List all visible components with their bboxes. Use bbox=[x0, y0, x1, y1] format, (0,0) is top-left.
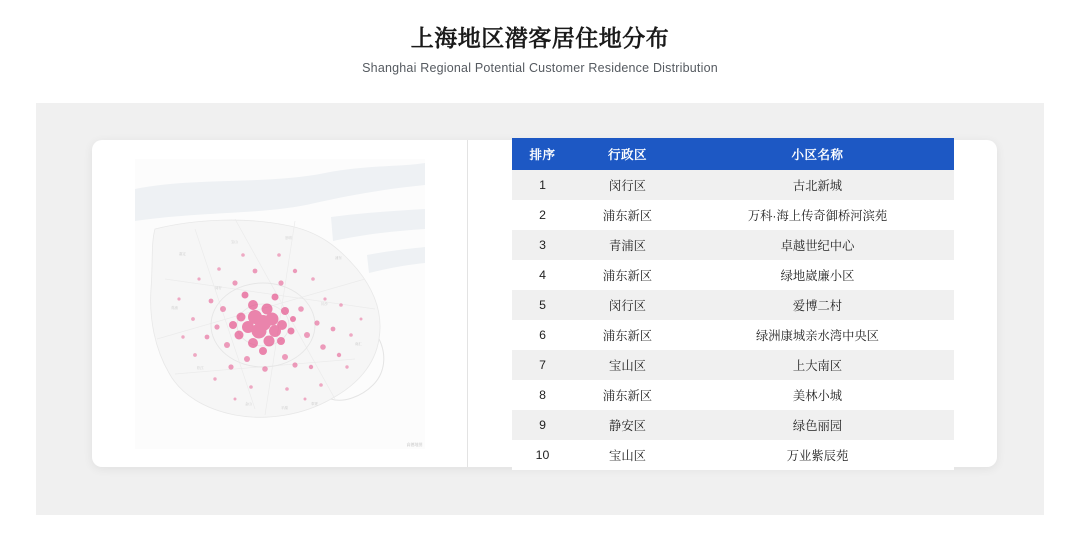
svg-text:金山: 金山 bbox=[244, 401, 252, 406]
cell-rank: 7 bbox=[539, 357, 546, 372]
map-graphic bbox=[135, 159, 425, 449]
cell-district: 浦东新区 bbox=[602, 328, 653, 343]
cell-community: 美林小城 bbox=[792, 388, 843, 403]
cell-rank: 2 bbox=[539, 207, 546, 222]
cell-rank: 5 bbox=[539, 297, 546, 312]
cell-district: 宝山区 bbox=[609, 358, 646, 373]
svg-text:浦东: 浦东 bbox=[334, 255, 342, 260]
cell-district: 青浦区 bbox=[609, 238, 646, 253]
table-row bbox=[512, 320, 954, 350]
table-row bbox=[512, 410, 954, 440]
cell-rank: 10 bbox=[535, 447, 550, 462]
cell-rank: 4 bbox=[539, 267, 546, 282]
cell-rank: 6 bbox=[539, 327, 546, 342]
svg-text:南汇: 南汇 bbox=[354, 341, 362, 346]
shanghai-heatmap-map[interactable] bbox=[135, 159, 425, 449]
page-title: 上海地区潜客居住地分布 bbox=[410, 25, 670, 51]
cell-community: 万业紫辰苑 bbox=[786, 448, 849, 463]
svg-text:嘉定: 嘉定 bbox=[178, 251, 186, 256]
table-row bbox=[512, 350, 954, 380]
content-card bbox=[92, 140, 997, 467]
column-header-district: 行政区 bbox=[574, 138, 682, 170]
page-header bbox=[0, 0, 1080, 75]
cell-rank: 9 bbox=[539, 417, 546, 432]
page-subtitle: Shanghai Regional Potential Customer Residence Distribution bbox=[362, 60, 718, 75]
table-header-row bbox=[512, 138, 954, 170]
cell-rank: 1 bbox=[539, 177, 546, 192]
table-row bbox=[512, 260, 954, 290]
column-header-community: 小区名称 bbox=[682, 138, 954, 170]
cell-district: 静安区 bbox=[609, 418, 646, 433]
cell-rank: 3 bbox=[539, 237, 546, 252]
svg-text:川沙: 川沙 bbox=[320, 301, 328, 306]
table-row bbox=[512, 290, 954, 320]
svg-text:崇明: 崇明 bbox=[284, 235, 292, 240]
svg-text:奉贤: 奉贤 bbox=[310, 401, 318, 406]
cell-district: 宝山区 bbox=[609, 448, 646, 463]
column-header-rank: 排序 bbox=[512, 138, 574, 170]
table-row bbox=[512, 200, 954, 230]
cell-community: 上大南区 bbox=[792, 358, 843, 373]
cell-district: 闵行区 bbox=[609, 178, 646, 193]
cell-community: 绿色丽园 bbox=[792, 418, 843, 433]
cell-community: 卓越世纪中心 bbox=[780, 238, 855, 253]
map-panel bbox=[92, 140, 468, 467]
svg-text:平湖: 平湖 bbox=[280, 405, 288, 410]
table-row bbox=[512, 440, 954, 470]
table-row bbox=[512, 170, 954, 200]
cell-community: 绿地崴廉小区 bbox=[780, 268, 855, 283]
cell-community: 古北新城 bbox=[792, 178, 843, 193]
cell-district: 浦东新区 bbox=[602, 388, 653, 403]
svg-text:青浦: 青浦 bbox=[170, 305, 178, 310]
map-attribution: 高德地图 bbox=[406, 441, 423, 447]
cell-community: 绿洲康城亲水湾中央区 bbox=[756, 328, 879, 343]
cell-district: 浦东新区 bbox=[602, 268, 653, 283]
table-row bbox=[512, 380, 954, 410]
svg-text:闵行: 闵行 bbox=[214, 285, 222, 290]
table-row bbox=[512, 230, 954, 260]
svg-text:宝山: 宝山 bbox=[230, 239, 238, 244]
cell-district: 闵行区 bbox=[609, 298, 646, 313]
cell-community: 爱博二村 bbox=[792, 298, 843, 313]
ranking-table bbox=[512, 138, 954, 470]
cell-district: 浦东新区 bbox=[602, 208, 653, 223]
cell-rank: 8 bbox=[539, 387, 546, 402]
svg-text:松江: 松江 bbox=[196, 365, 204, 370]
table-panel bbox=[468, 140, 997, 467]
cell-community: 万科·海上传奇御桥河滨苑 bbox=[747, 208, 888, 223]
